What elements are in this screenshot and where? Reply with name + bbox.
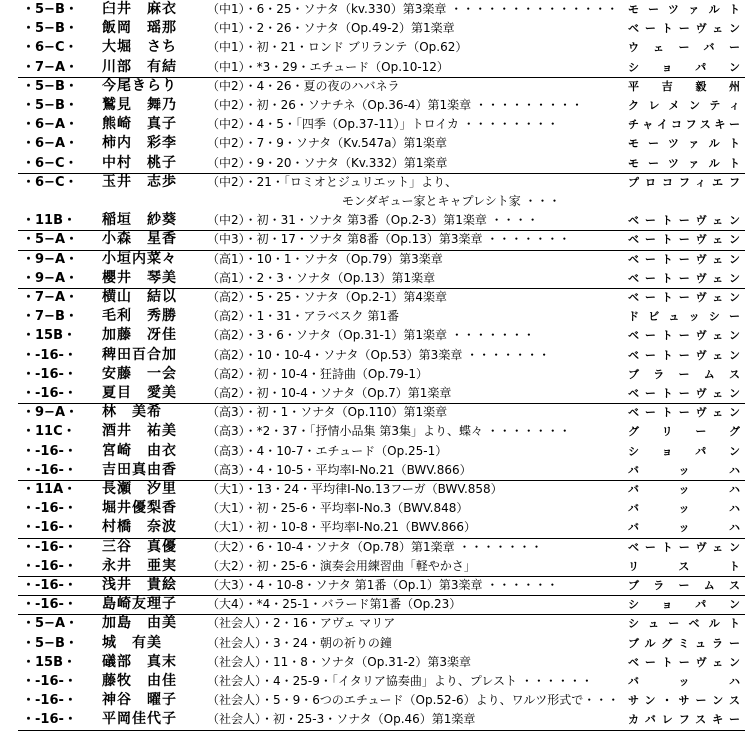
list-item bbox=[0, 288, 745, 307]
class-code: ・11C・ bbox=[22, 424, 76, 440]
composer-text: モーツァルト bbox=[628, 156, 740, 170]
class-code: ・-16-・ bbox=[22, 674, 77, 689]
piece-title-continued: モンダギュー家とキャプレシト家 ・・・ bbox=[342, 194, 561, 208]
performer-name: 宮崎 由衣 bbox=[102, 442, 177, 459]
composer-text: ブラームス bbox=[628, 367, 740, 381]
performer-name: 小森 星香 bbox=[102, 231, 177, 248]
piece-title: （社会人）・4・25-9・「イタリア協奏曲」より、プレスト ・・・・・・ bbox=[207, 674, 593, 688]
class-code: ・9−A・ bbox=[22, 251, 78, 267]
composer-text: バッハ bbox=[628, 463, 740, 477]
composer-text: シューベルト bbox=[628, 617, 740, 631]
composer-text: クレメンティ bbox=[628, 99, 740, 112]
piece-title: （大2）・初・25-6・演奏会用練習曲「軽やかさ」 bbox=[207, 558, 476, 573]
composer-name bbox=[628, 211, 740, 230]
composer-text: バッハ bbox=[628, 502, 740, 516]
composer-name bbox=[628, 634, 740, 653]
composer-name bbox=[628, 307, 740, 326]
list-item bbox=[0, 480, 745, 499]
piece-title: （社会人）・5・9・6つのエチュード（Op.52-6）より、ワルツ形式で・・・ bbox=[207, 693, 620, 708]
composer-text: 平吉毅州 bbox=[628, 79, 740, 93]
piece-title: （大1）・初・25-6・平均率Ⅰ-No.3（BWV.848） bbox=[207, 501, 469, 516]
class-code: ・15B・ bbox=[22, 328, 76, 344]
composer-name bbox=[628, 19, 740, 38]
composer-name bbox=[628, 346, 740, 365]
group-divider bbox=[18, 576, 745, 577]
performer-name: 玉井 志歩 bbox=[102, 173, 177, 190]
piece-title: （中2）・初・31・ソナタ 第3番（Op.2-3）第1楽章 ・・・・ bbox=[207, 213, 539, 228]
piece-title: （社会人）・11・8・ソナタ（Op.31-2）第3楽章 bbox=[207, 654, 472, 669]
list-item bbox=[0, 461, 745, 480]
list-item bbox=[0, 326, 745, 345]
class-code: ・5−B・ bbox=[22, 2, 78, 17]
group-divider bbox=[18, 288, 745, 289]
performer-name: 加島 由美 bbox=[102, 615, 177, 632]
performer-name: 稗田百合加 bbox=[102, 346, 177, 363]
performer-name: 加藤 冴佳 bbox=[102, 327, 177, 344]
composer-name bbox=[628, 365, 740, 384]
class-code: ・5−A・ bbox=[22, 616, 78, 632]
composer-name bbox=[628, 403, 740, 422]
composer-text: バッハ bbox=[628, 675, 740, 688]
list-item bbox=[0, 0, 745, 19]
group-divider bbox=[18, 480, 745, 481]
performer-name: 夏目 愛美 bbox=[102, 385, 177, 401]
performer-name: 村橋 奈波 bbox=[102, 519, 177, 536]
composer-text: サン・サーンス bbox=[628, 694, 740, 708]
composer-text: ベートーヴェン bbox=[628, 214, 740, 228]
list-item bbox=[0, 653, 745, 672]
composer-text: ベートーヴェン bbox=[628, 655, 740, 669]
composer-text: ベートーヴェン bbox=[628, 329, 740, 343]
composer-name bbox=[628, 442, 740, 461]
performer-name: 長瀬 汐里 bbox=[102, 481, 177, 497]
composer-text: ショパン bbox=[628, 444, 740, 458]
list-item bbox=[0, 346, 745, 365]
class-code: ・6−C・ bbox=[22, 40, 78, 56]
composer-name bbox=[628, 77, 740, 96]
performer-name: 横山 結以 bbox=[102, 289, 177, 305]
bottom-divider bbox=[18, 730, 745, 731]
composer-name bbox=[628, 134, 740, 153]
class-code: ・-16-・ bbox=[22, 386, 77, 401]
list-item bbox=[0, 19, 745, 38]
composer-name bbox=[628, 499, 740, 518]
piece-title: （大3）・4・10-8・ソナタ 第1番（Op.1）第3楽章 ・・・・・・ bbox=[207, 578, 559, 592]
piece-title: （高1）・2・3・ソナタ（Op.13）第1楽章 bbox=[207, 270, 436, 285]
class-code: ・-16-・ bbox=[22, 520, 77, 536]
composer-text: ベートーヴェン bbox=[628, 22, 740, 36]
list-item bbox=[0, 538, 745, 557]
composer-text: ベートーヴェン bbox=[628, 540, 740, 554]
class-code: ・-16-・ bbox=[22, 366, 77, 382]
group-divider bbox=[18, 77, 745, 78]
performer-name: 稲垣 紗葵 bbox=[102, 212, 177, 229]
list-item bbox=[0, 518, 745, 537]
composer-name bbox=[628, 250, 740, 269]
class-code: ・-16-・ bbox=[22, 597, 77, 613]
class-code: ・-16-・ bbox=[22, 539, 77, 555]
class-code: ・7−A・ bbox=[22, 290, 78, 305]
list-item bbox=[0, 499, 745, 518]
composer-name bbox=[628, 422, 740, 441]
class-code: ・9−A・ bbox=[22, 270, 78, 286]
piece-title: （中1）・*3・29・エチュード（Op.10-12） bbox=[207, 59, 449, 74]
list-item bbox=[0, 77, 745, 96]
composer-name bbox=[628, 173, 740, 192]
performer-name: 神谷 曜子 bbox=[102, 692, 177, 709]
composer-text: ドビュッシー bbox=[628, 310, 740, 324]
performer-name: 柿内 彩李 bbox=[102, 135, 177, 152]
performer-name: 毛利 秀勝 bbox=[102, 308, 177, 325]
composer-text: プロコフィエフ bbox=[628, 175, 740, 189]
composer-text: グリーグ bbox=[628, 425, 740, 439]
composer-text: ショパン bbox=[628, 598, 740, 612]
performer-name: 礒部 真末 bbox=[102, 653, 177, 670]
list-item bbox=[0, 134, 745, 153]
group-divider bbox=[18, 250, 745, 251]
piece-title: （高2）・3・6・ソナタ（Op.31-1）第1楽章 ・・・・・・・ bbox=[207, 328, 535, 343]
class-code: ・7−B・ bbox=[22, 309, 78, 325]
list-item bbox=[0, 422, 745, 441]
composer-name bbox=[628, 672, 740, 691]
composer-name bbox=[628, 96, 740, 115]
list-item bbox=[0, 250, 745, 269]
list-item bbox=[0, 691, 745, 710]
piece-title: （中2）・7・9・ソナタ（Kv.547a）第1楽章 bbox=[207, 136, 448, 151]
performer-name: 平岡佳代子 bbox=[102, 711, 177, 728]
composer-text: リスト bbox=[628, 559, 740, 573]
performer-name: 川部 有結 bbox=[102, 58, 177, 75]
composer-name bbox=[628, 653, 740, 672]
composer-name bbox=[628, 538, 740, 557]
list-item bbox=[0, 672, 745, 691]
piece-title: （中2）・4・26・夏の夜のハバネラ bbox=[207, 78, 400, 93]
piece-title: （高3）・4・10-7・エチュード（Op.25-1） bbox=[207, 443, 448, 458]
composer-name bbox=[628, 38, 740, 57]
class-code: ・6−C・ bbox=[22, 155, 78, 171]
composer-text: ブラームス bbox=[628, 579, 740, 592]
composer-text: バッハ bbox=[628, 521, 740, 535]
performer-name: 藤牧 由佳 bbox=[102, 673, 177, 689]
list-item bbox=[0, 595, 745, 614]
list-item bbox=[0, 634, 745, 653]
list-item bbox=[0, 154, 745, 173]
composer-name bbox=[628, 595, 740, 614]
performer-name: 熊崎 真子 bbox=[102, 116, 177, 133]
composer-text: モーツァルト bbox=[628, 137, 740, 151]
piece-title: （社会人）・2・16・アヴェ マリア bbox=[207, 616, 396, 631]
composer-name bbox=[628, 557, 740, 576]
class-code: ・5−A・ bbox=[22, 232, 78, 248]
piece-title: （大1）・初・10-8・平均率Ⅰ-No.21（BWV.866） bbox=[207, 520, 476, 535]
class-code: ・-16-・ bbox=[22, 501, 77, 517]
class-code: ・-16-・ bbox=[22, 558, 77, 574]
composer-text: ベートーヴェン bbox=[628, 406, 740, 420]
composer-name bbox=[628, 384, 740, 403]
performer-name: 三谷 真優 bbox=[102, 538, 177, 555]
piece-title: （中1）・初・21・ロンド ブリランテ（Op.62） bbox=[207, 40, 468, 55]
composer-name bbox=[628, 518, 740, 537]
performer-name: 島崎友理子 bbox=[102, 596, 177, 613]
class-code: ・5−B・ bbox=[22, 78, 78, 94]
performer-name: 浅井 貴絵 bbox=[102, 577, 177, 593]
performer-name: 大堀 さち bbox=[102, 39, 177, 56]
composer-name bbox=[628, 614, 740, 633]
composer-text: ベートーヴェン bbox=[628, 252, 740, 266]
class-code: ・11A・ bbox=[22, 482, 77, 497]
list-item bbox=[0, 38, 745, 57]
piece-title: （高3）・初・1・ソナタ（Op.110）第1楽章 bbox=[207, 405, 448, 420]
piece-title: （高2）・初・10-4・ソナタ（Op.7）第1楽章 bbox=[207, 386, 452, 400]
performer-name: 林 美希 bbox=[102, 404, 162, 421]
composer-name bbox=[628, 710, 740, 729]
list-item bbox=[0, 557, 745, 576]
list-item bbox=[0, 58, 745, 77]
composer-text: ブルグミュラー bbox=[628, 636, 740, 650]
composer-name bbox=[628, 576, 740, 595]
composer-name bbox=[628, 115, 740, 134]
class-code: ・6−A・ bbox=[22, 117, 78, 133]
piece-title: （高2）・1・31・アラベスク 第1番 bbox=[207, 309, 399, 324]
list-item bbox=[0, 614, 745, 633]
class-code: ・-16-・ bbox=[22, 693, 77, 709]
group-divider bbox=[18, 403, 745, 404]
composer-name bbox=[628, 288, 740, 307]
composer-name bbox=[628, 154, 740, 173]
class-code: ・6−A・ bbox=[22, 136, 78, 152]
performer-name: 臼井 麻衣 bbox=[102, 1, 177, 17]
performer-name: 堀井優梨香 bbox=[102, 500, 177, 517]
performer-name: 鷲見 舞乃 bbox=[102, 97, 177, 113]
list-item bbox=[0, 269, 745, 288]
class-code: ・5−B・ bbox=[22, 98, 78, 113]
piece-title: （高2）・10・10-4・ソナタ（Op.53）第3楽章 ・・・・・・・ bbox=[207, 347, 551, 362]
group-divider bbox=[18, 230, 745, 231]
piece-title: （社会人）・初・25-3・ソナタ（Op.46）第1楽章 bbox=[207, 712, 476, 727]
piece-title: （高1）・10・1・ソナタ（Op.79）第3楽章 bbox=[207, 251, 443, 266]
piece-title: （高2）・初・10-4・狂詩曲（Op.79-1） bbox=[207, 366, 428, 381]
list-item bbox=[0, 211, 745, 230]
performer-name: 櫻井 琴美 bbox=[102, 269, 177, 286]
piece-title: （社会人）・3・24・朝の祈りの鐘 bbox=[207, 635, 392, 650]
list-item bbox=[0, 96, 745, 115]
class-code: ・-16-・ bbox=[22, 347, 77, 363]
list-item bbox=[0, 115, 745, 134]
composer-name bbox=[628, 480, 740, 499]
performer-name: 小垣内菜々 bbox=[102, 250, 177, 267]
piece-title: （中2）・21・「ロミオとジュリエット」より、 bbox=[207, 174, 458, 189]
list-item bbox=[0, 365, 745, 384]
composer-name bbox=[628, 230, 740, 249]
piece-title: （中2）・9・20・ソナタ（Kv.332）第1楽章 bbox=[207, 155, 448, 170]
composer-text: バッハ bbox=[628, 483, 740, 496]
composer-name bbox=[628, 461, 740, 480]
composer-text: ウェーバー bbox=[628, 41, 740, 55]
piece-title: （中3）・初・17・ソナタ 第8番（Op.13）第3楽章 ・・・・・・・ bbox=[207, 232, 571, 247]
class-code: ・-16-・ bbox=[22, 462, 77, 478]
group-divider bbox=[18, 614, 745, 615]
piece-title: （高3）・*2・37・「抒情小品集 第3集」より、蝶々 ・・・・・・・ bbox=[207, 424, 571, 439]
piece-title: （高3）・4・10-5・平均率Ⅰ-No.21（BWV.866） bbox=[207, 462, 472, 477]
performer-name: 永井 亜実 bbox=[102, 557, 177, 574]
piece-title: （中2）・初・26・ソナチネ（Op.36-4）第1楽章 ・・・・・・・・・ bbox=[207, 98, 583, 112]
list-item bbox=[0, 173, 745, 192]
piece-title: （大2）・6・10-4・ソナタ（Op.78）第1楽章 ・・・・・・・ bbox=[207, 539, 543, 554]
class-code: ・-16-・ bbox=[22, 443, 77, 459]
piece-title: （大1）・13・24・平均律Ⅰ-No.13フーガ（BWV.858） bbox=[207, 482, 503, 496]
composer-text: ベートーヴェン bbox=[628, 348, 740, 362]
composer-text: チャイコフスキー bbox=[628, 118, 740, 132]
performer-name: 吉田真由香 bbox=[102, 461, 177, 478]
class-code: ・6−C・ bbox=[22, 174, 78, 190]
list-item bbox=[0, 384, 745, 403]
list-item bbox=[0, 307, 745, 326]
performer-name: 城 有美 bbox=[102, 634, 162, 651]
piece-title: （中1）・6・25・ソナタ（kv.330）第3楽章 ・・・・・・・・・・・・・・ bbox=[207, 2, 619, 16]
performer-name: 今尾きらり bbox=[102, 77, 177, 94]
class-code: ・5−B・ bbox=[22, 635, 78, 651]
class-code: ・-16-・ bbox=[22, 578, 77, 593]
group-divider bbox=[18, 595, 745, 596]
list-item bbox=[0, 576, 745, 595]
group-divider bbox=[18, 538, 745, 539]
composer-text: ベートーヴェン bbox=[628, 271, 740, 285]
composer-text: カバレフスキー bbox=[628, 713, 740, 727]
list-item bbox=[0, 230, 745, 249]
piece-title: （大4）・*4・25-1・バラード第1番（Op.23） bbox=[207, 597, 462, 612]
list-item bbox=[0, 710, 745, 729]
composer-name bbox=[628, 0, 740, 19]
group-divider bbox=[18, 173, 745, 174]
class-code: ・7−A・ bbox=[22, 59, 78, 75]
performer-name: 飯岡 瑶那 bbox=[102, 20, 177, 37]
composer-text: ベートーヴェン bbox=[628, 233, 740, 247]
performer-name: 中村 桃子 bbox=[102, 154, 177, 171]
performer-name: 酒井 祐美 bbox=[102, 423, 177, 440]
piece-title: （中2）・4・5・「四季（Op.37-11）」トロイカ ・・・・・・・・ bbox=[207, 117, 559, 132]
composer-text: モーツァルト bbox=[628, 3, 740, 16]
piece-title: （高2）・5・25・ソナタ（Op.2-1）第4楽章 bbox=[207, 290, 448, 304]
list-item bbox=[0, 442, 745, 461]
composer-text: ベートーヴェン bbox=[628, 387, 740, 400]
class-code: ・-16-・ bbox=[22, 712, 77, 728]
class-code: ・15B・ bbox=[22, 654, 76, 670]
composer-text: ショパン bbox=[628, 60, 740, 74]
composer-name bbox=[628, 691, 740, 710]
composer-name bbox=[628, 269, 740, 288]
piece-title: （中1）・2・26・ソナタ（Op.49-2）第1楽章 bbox=[207, 21, 455, 36]
class-code: ・9−A・ bbox=[22, 405, 78, 421]
class-code: ・5−B・ bbox=[22, 21, 78, 37]
performer-name: 安藤 一会 bbox=[102, 365, 177, 382]
composer-name bbox=[628, 326, 740, 345]
composer-text: ベートーヴェン bbox=[628, 291, 740, 304]
list-item bbox=[0, 403, 745, 422]
composer-name bbox=[628, 58, 740, 77]
class-code: ・11B・ bbox=[22, 213, 76, 229]
